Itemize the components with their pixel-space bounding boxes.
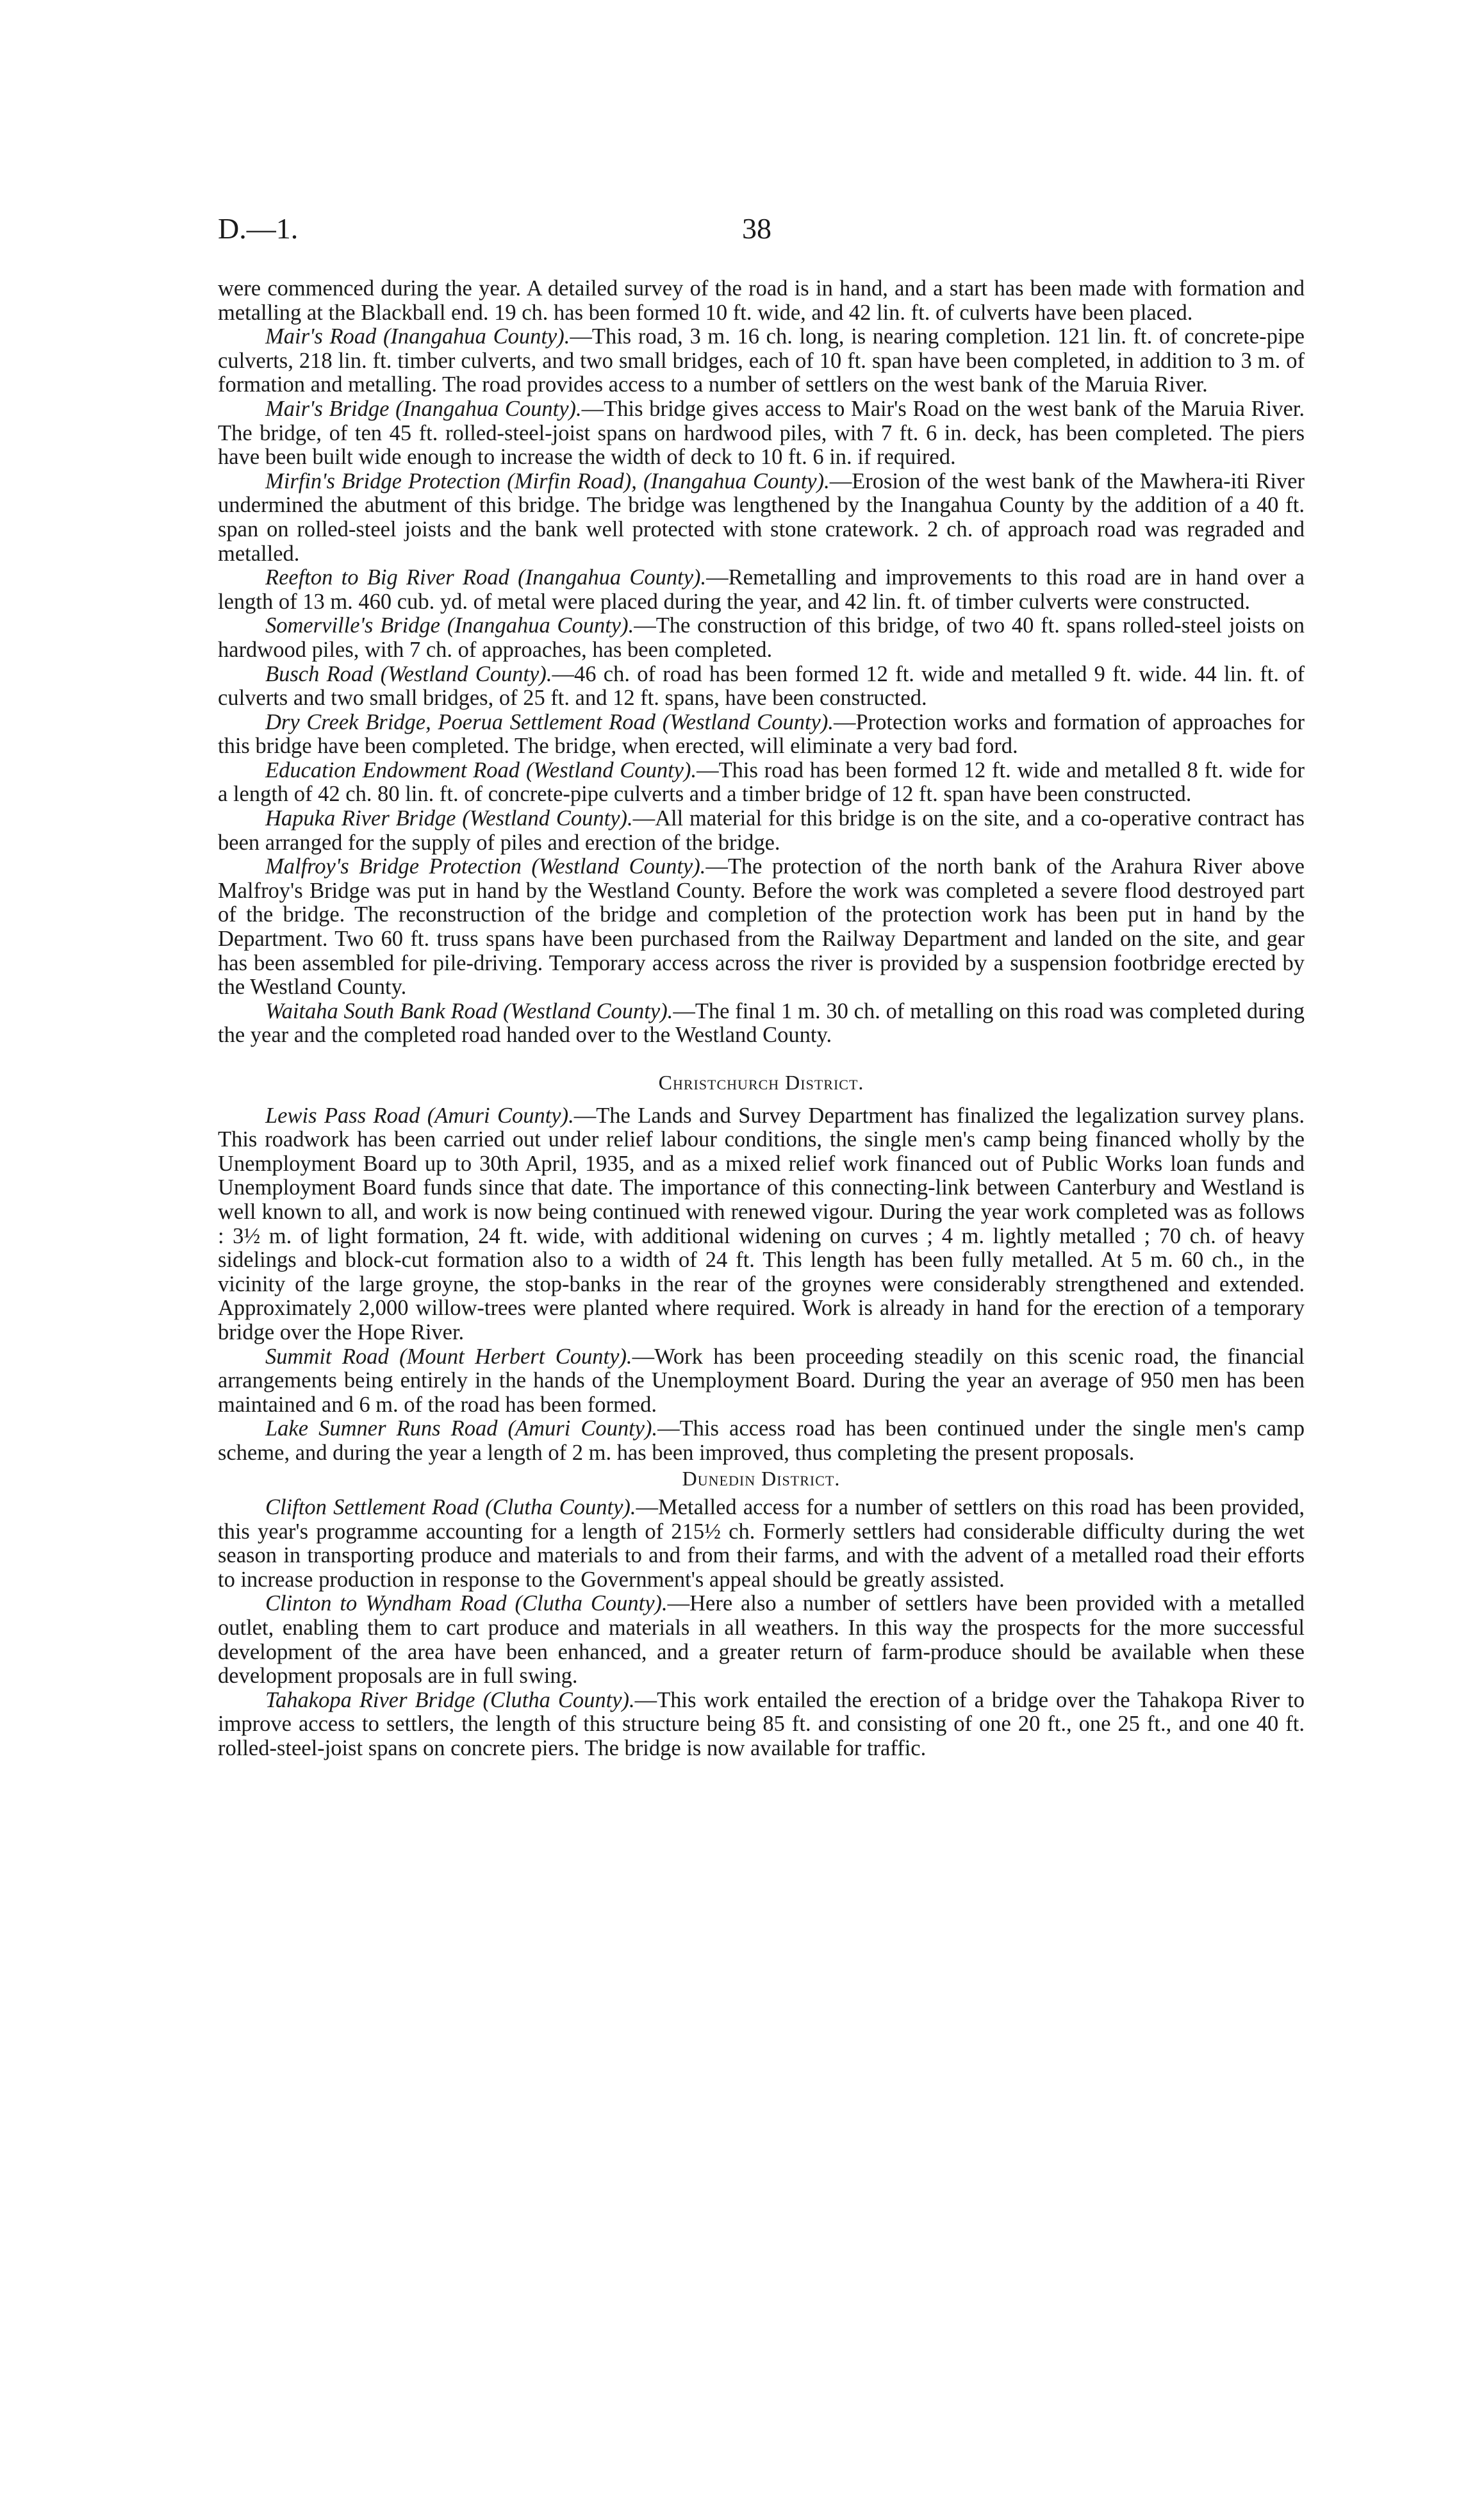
west-coast-section: [218, 325, 1305, 1048]
page-number: 38: [742, 212, 771, 245]
paragraph-title: Busch Road (Westland County).: [265, 661, 552, 686]
paragraph-busch-road: [218, 663, 1305, 711]
paragraph-mairs-bridge: [218, 397, 1305, 470]
dunedin-section: [218, 1467, 1305, 1761]
paragraph-title: Clinton to Wyndham Road (Clutha County).: [265, 1591, 668, 1616]
paragraph-text: —Work has been proceeding steadily on this scenic road, the financial arrangements being entirely in the hands of the Unemployment Board. During the year an average of 950 men has been maintained and 6 m. of the road has been formed.: [218, 1344, 1305, 1417]
paragraph-text: —This bridge gives access to Mair's Road on the west bank of the Maruia River. The bridge, of ten 45 ft. rolled-steel-joist spans on hardwood piles, with 7 ft. 6 in. deck, has been completed. The piers have been built wide enough to increase the width of deck to 10 ft. 6 in. if required.: [218, 396, 1305, 470]
paragraph-title: Lewis Pass Road (Amuri County).: [265, 1103, 574, 1128]
paragraph-title: Malfroy's Bridge Protection (Westland County).: [265, 854, 706, 879]
paragraph-tahakopa-bridge: [218, 1689, 1305, 1761]
paragraph-text: —Here also a number of settlers have been provided with a metalled outlet, enabling them to cart produce and materials in all weathers. In this way the prospects for the more successful development of the area have been enhanced, and a greater return of farm-produce should be available when these development proposals are in full swing.: [218, 1591, 1305, 1689]
page-header: [218, 211, 1305, 256]
paragraph-text: —Protection works and formation of approaches for this bridge have been completed. The bridge, when erected, will eliminate a very bad ford.: [218, 709, 1305, 759]
paragraph-lewis-pass-road: [218, 1104, 1305, 1345]
paragraph-title: Waitaha South Bank Road (Westland County).: [265, 998, 673, 1023]
paragraph-title: Tahakopa River Bridge (Clutha County).: [265, 1687, 635, 1712]
paragraph-text: —The Lands and Survey Department has finalized the legalization survey plans. This roadwork has been carried out under relief labour conditions, the single men's camp being financed wholly by the Unemployment Board up to 30th April, 1935, and as a mixed relief work financed out of Public Works loan funds and Unemployment Board funds since that date. The importance of this connecting-link between Canterbury and Westland is well known to all, and work is now being continued with renewed vigour. During the year work completed was as follows : 3½ m. of light formation, 24 ft. wide, with additional widening on curves ; 4 m. lightly metalled ; 70 ch. of heavy sidelings and block-cut formation also to a width of 24 ft. This length has been fully metalled. At 5 m. 60 ch., in the vicinity of the large groyne, the stop-banks in the rear of the groynes were considerably strengthened and extended. Approximately 2,000 willow-trees were planted where required. Work is already in hand for the erection of a temporary bridge over the Hope River.: [218, 1103, 1305, 1344]
paragraph-title: Somerville's Bridge (Inangahua County).: [265, 613, 634, 638]
paragraph-dry-creek-bridge: [218, 711, 1305, 759]
document-body: [218, 277, 1305, 1761]
paragraph-text: —This road, 3 m. 16 ch. long, is nearing completion. 121 lin. ft. of concrete-pipe culverts, 218 lin. ft. timber culverts, and two small bridges, each of 10 ft. span have been completed, in addition to 3 m. of formation and metalling. The road provides access to a number of settlers on the west bank of the Maruia River.: [218, 324, 1305, 397]
paragraph-title: Clifton Settlement Road (Clutha County).: [265, 1495, 636, 1520]
paragraph-text: —The protection of the north bank of the Arahura River above Malfroy's Bridge was put in hand by the Westland County. Before the work was completed a severe flood destroyed part of the bridge. The reconstruction of the bridge and completion of the protection work has been put in hand by the Department. Two 60 ft. truss spans have been purchased from the Railway Department and landed on the site, and gear has been assembled for pile-driving. Temporary access across the river is provided by a suspension footbridge erected by the Westland County.: [218, 854, 1305, 1000]
paragraph-summit-road: [218, 1345, 1305, 1418]
paragraph-text: —The construction of this bridge, of two 40 ft. spans rolled-steel joists on hardwood piles, with 7 ch. of approaches, has been completed.: [218, 613, 1305, 662]
paragraph-lake-sumner-road: [218, 1417, 1305, 1465]
paragraph-education-endowment-road: [218, 759, 1305, 807]
paragraph-text: —This access road has been continued under the single men's camp scheme, and during the year a length of 2 m. has been improved, thus completing the present proposals.: [218, 1416, 1305, 1465]
paragraph-text: —Metalled access for a number of settlers on this road has been provided, this year's programme accounting for a length of 215½ ch. Formerly settlers had considerable difficulty during the wet season in transporting produce and materials to and from their farms, and with the advent of a metalled road their efforts to increase production in response to the Government's appeal should be greatly assisted.: [218, 1495, 1305, 1592]
paragraph-clifton-road: [218, 1496, 1305, 1592]
paragraph-title: Reefton to Big River Road (Inangahua County).: [265, 565, 707, 590]
section-heading-christchurch: Christchurch District.: [658, 1071, 864, 1094]
paragraph-text: —Erosion of the west bank of the Mawhera-iti River undermined the abutment of this bridge. The bridge was lengthened by the Inangahua County by the addition of a 40 ft. span on rolled-steel joists and the bank well protected with stone cratework. 2 ch. of approach road was regraded and metalled.: [218, 468, 1305, 566]
paragraph-waitaha-road: [218, 1000, 1305, 1048]
continuation-paragraph: were commenced during the year. A detailed survey of the road is in hand, and a start has been made with formation and metalling at the Blackball end. 19 ch. has been formed 10 ft. wide, and 42 lin. ft. of culverts have been placed.: [218, 276, 1305, 325]
paragraph-somervilles-bridge: [218, 614, 1305, 662]
paragraph-text: —This road has been formed 12 ft. wide and metalled 8 ft. wide for a length of 42 ch. 80 lin. ft. of concrete-pipe culverts and a timber bridge of 12 ft. span have been constructed.: [218, 757, 1305, 807]
document-reference: D.—1.: [218, 212, 299, 245]
paragraph-hapuka-bridge: [218, 807, 1305, 855]
paragraph-title: Summit Road (Mount Herbert County).: [265, 1344, 632, 1369]
paragraph-mairs-road: [218, 325, 1305, 397]
paragraph-title: Lake Sumner Runs Road (Amuri County).: [265, 1416, 658, 1441]
christchurch-section: [218, 1071, 1305, 1466]
paragraph-title: Mirfin's Bridge Protection (Mirfin Road), (Inangahua County).: [265, 468, 830, 493]
paragraph-malfroys-bridge: [218, 855, 1305, 1000]
paragraph-reefton-road: [218, 566, 1305, 614]
paragraph-mirfins-bridge: [218, 470, 1305, 566]
paragraph-text: —46 ch. of road has been formed 12 ft. wide and metalled 9 ft. wide. 44 lin. ft. of culverts and two small bridges, of 25 ft. and 12 ft. spans, have been constructed.: [218, 661, 1305, 711]
paragraph-text: —The final 1 m. 30 ch. of metalling on this road was completed during the year and the completed road handed over to the Westland County.: [218, 998, 1305, 1048]
paragraph-clinton-road: [218, 1592, 1305, 1688]
paragraph-title: Mair's Road (Inangahua County).: [265, 324, 570, 349]
paragraph-text: —This work entailed the erection of a bridge over the Tahakopa River to improve access to settlers, the length of this structure being 85 ft. and consisting of one 20 ft., one 25 ft., and one 40 ft. rolled-steel-joist spans on concrete piers. The bridge is now available for traffic.: [218, 1687, 1305, 1761]
paragraph-title: Education Endowment Road (Westland County).: [265, 757, 697, 782]
section-heading-dunedin: Dunedin District.: [682, 1466, 841, 1490]
paragraph-text: —All material for this bridge is on the site, and a co-operative contract has been arranged for the supply of piles and erection of the bridge.: [218, 806, 1305, 855]
paragraph-title: Dry Creek Bridge, Poerua Settlement Road (Westland County).: [265, 709, 834, 734]
paragraph-text: —Remetalling and improvements to this road are in hand over a length of 13 m. 460 cub. yd. of metal were placed during the year, and 42 lin. ft. of timber culverts were constructed.: [218, 565, 1305, 614]
paragraph-title: Mair's Bridge (Inangahua County).: [265, 396, 582, 421]
paragraph-title: Hapuka River Bridge (Westland County).: [265, 806, 633, 831]
